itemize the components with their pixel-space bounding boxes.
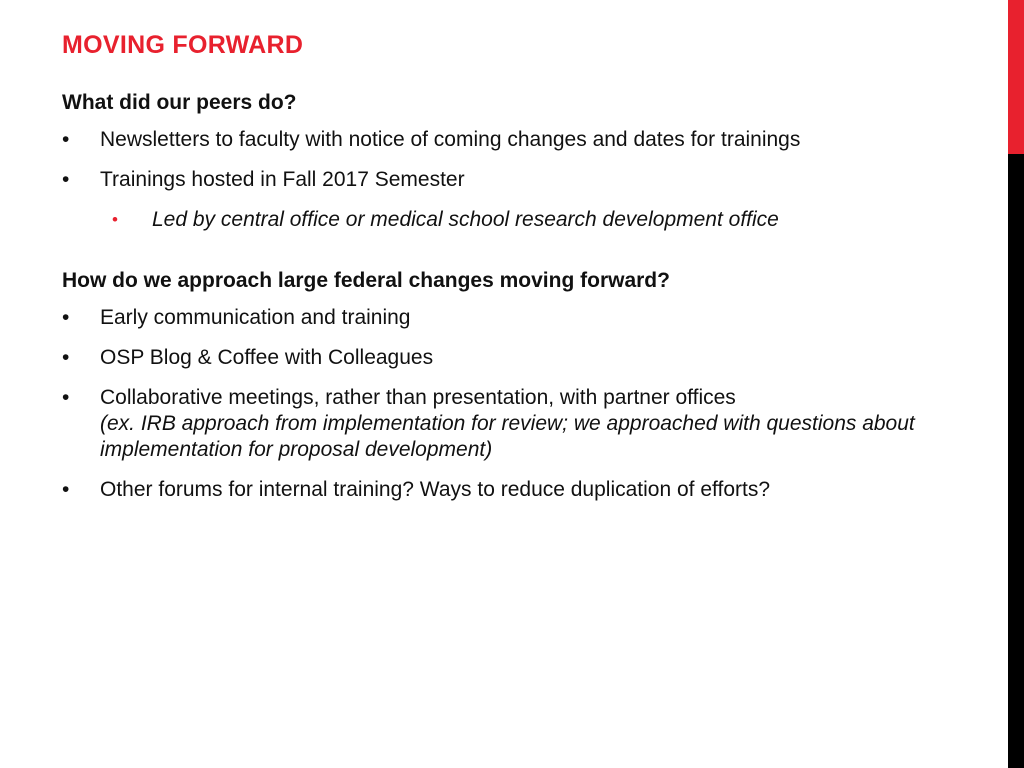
list-item [62, 305, 962, 331]
accent-bar-red [1008, 0, 1024, 154]
sub-list-item [62, 207, 962, 233]
list-item [62, 477, 962, 503]
bullet-icon: • [62, 386, 70, 409]
list-item-text: Collaborative meetings, rather than presentation, with partner offices [100, 386, 736, 409]
slide-body [62, 90, 962, 517]
list-item [62, 127, 962, 153]
bullet-icon: • [62, 306, 70, 329]
list-item-text: Early communication and training [100, 306, 411, 329]
bullet-icon: • [62, 128, 70, 151]
section-heading-peers: What did our peers do? [62, 91, 297, 114]
slide-title: MOVING FORWARD [62, 31, 304, 59]
section-heading-approach: How do we approach large federal changes moving forward? [62, 269, 670, 292]
sub-list-item-text: Led by central office or medical school research development office [152, 208, 779, 231]
list-item [62, 385, 962, 463]
list-item [62, 167, 962, 193]
bullet-icon: • [62, 478, 70, 501]
accent-bar-black [1008, 154, 1024, 768]
bullet-icon: • [112, 210, 118, 229]
list-item-text: Trainings hosted in Fall 2017 Semester [100, 168, 465, 191]
bullet-icon: • [62, 346, 70, 369]
list-item [62, 345, 962, 371]
list-item-note: (ex. IRB approach from implementation for review; we approached with questions about implementation for proposal development) [100, 412, 915, 461]
list-item-text: OSP Blog & Coffee with Colleagues [100, 346, 434, 369]
bullet-icon: • [62, 168, 70, 191]
list-item-text: Newsletters to faculty with notice of coming changes and dates for trainings [100, 128, 801, 151]
list-item-text: Other forums for internal training? Ways to reduce duplication of efforts? [100, 478, 771, 501]
